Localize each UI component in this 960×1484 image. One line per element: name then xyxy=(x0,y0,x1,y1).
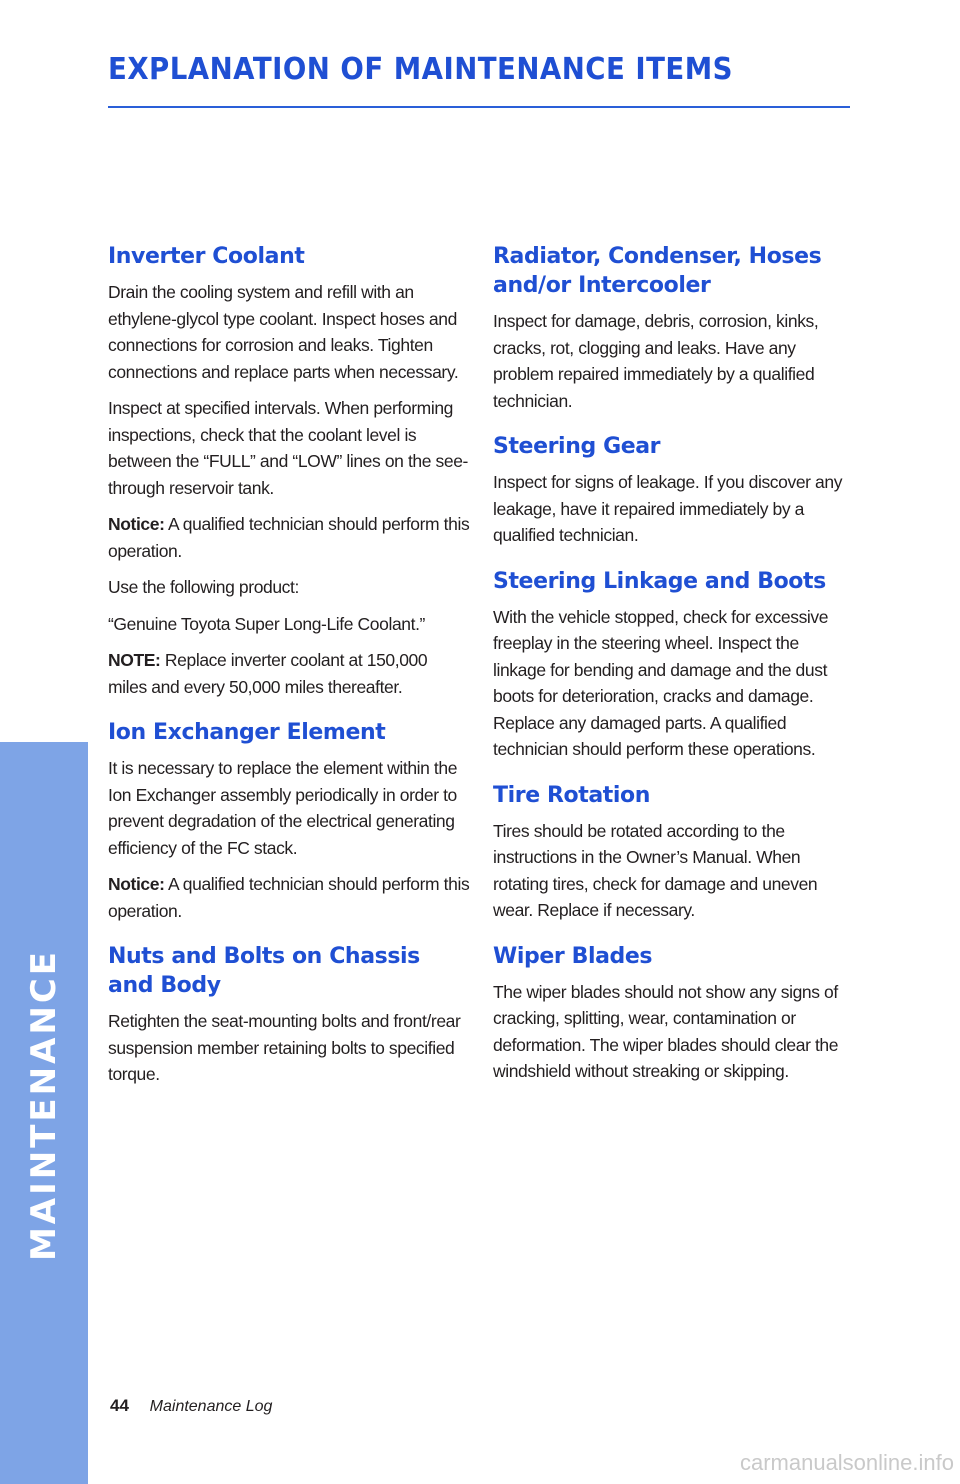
paragraph: The wiper blades should not show any signs of cracking, splitting, wear, contamination or deformation. The wiper blades should clear the windshield without streaking or skipping. xyxy=(493,981,839,1081)
paragraph: With the vehicle stopped, check for excessive freeplay in the steering wheel. Inspect the linkage for bending and damage and the dust boots for deterioration, cracks and damage. Replace any damaged parts. A qualified technician should perform these operations. xyxy=(493,606,829,759)
paragraph: “Genuine Toyota Super Long-Life Coolant.” xyxy=(108,613,425,634)
section-steering-gear xyxy=(493,432,845,549)
section-radiator xyxy=(493,242,845,414)
notice-text: A qualified technician should perform this operation. xyxy=(108,874,470,921)
section-heading: Steering Linkage and Boots xyxy=(493,568,826,594)
notice xyxy=(108,871,470,924)
section-ion-exchanger xyxy=(108,718,470,924)
section-heading xyxy=(108,942,470,1000)
paragraph: Inspect at specified intervals. When performing inspections, check that the coolant level is between the “FULL” and “LOW” lines on the see-through reservoir tank. xyxy=(108,398,468,498)
section-heading: Wiper Blades xyxy=(493,943,653,969)
section-heading: Tire Rotation xyxy=(493,782,651,808)
section-wiper-blades xyxy=(493,942,845,1085)
paragraph: Inspect for damage, debris, corrosion, kinks, cracks, rot, clogging and leaks. Have any problem repaired immediately by a qualified technician. xyxy=(493,311,819,411)
title-divider xyxy=(108,106,850,108)
paragraph: Tires should be rotated according to the instructions in the Owner’s Manual. When rotating tires, check for damage and uneven wear. Replace if necessary. xyxy=(493,820,818,920)
notice-label: Notice: xyxy=(108,514,165,534)
note-label: NOTE: xyxy=(108,650,161,670)
document-name: Maintenance Log xyxy=(149,1398,273,1415)
section-inverter-coolant xyxy=(108,242,470,700)
section-tire-rotation xyxy=(493,781,845,924)
page-title: EXPLANATION OF MAINTENANCE ITEMS xyxy=(108,52,733,87)
heading-line: and/or Intercooler xyxy=(493,273,711,298)
section-steering-linkage xyxy=(493,567,845,763)
page-footer xyxy=(110,1396,272,1416)
side-tab-label: MAINTENANCE xyxy=(24,948,64,1262)
paragraph: Retighten the seat-mounting bolts and front/rear suspension member retaining bolts to specified torque. xyxy=(108,1011,461,1084)
page-number: 44 xyxy=(110,1396,129,1415)
notice-text: A qualified technician should perform this operation. xyxy=(108,514,470,561)
section-heading: Inverter Coolant xyxy=(108,244,305,269)
heading-line: and Body xyxy=(108,973,221,998)
notice xyxy=(108,511,470,564)
watermark: carmanualsonline.info xyxy=(739,1450,954,1475)
right-column xyxy=(493,242,845,1103)
section-heading: Ion Exchanger Element xyxy=(108,720,386,745)
section-heading: Steering Gear xyxy=(493,434,661,459)
heading-line: Radiator, Condenser, Hoses xyxy=(493,244,822,269)
paragraph: Inspect for signs of leakage. If you discover any leakage, have it repaired immediately by a qualified technician. xyxy=(493,472,843,545)
left-column xyxy=(108,242,470,1106)
note-text: Replace inverter coolant at 150,000 miles and every 50,000 miles thereafter. xyxy=(108,650,428,697)
paragraph: Use the following product: xyxy=(108,577,299,597)
notice-label: Notice: xyxy=(108,874,165,894)
note xyxy=(108,647,470,700)
heading-line: Nuts and Bolts on Chassis xyxy=(108,944,420,969)
section-nuts-bolts xyxy=(108,942,470,1088)
paragraph: Drain the cooling system and refill with an ethylene-glycol type coolant. Inspect hoses and connections for corrosion and leaks. Tighten connections and replace parts when necessary. xyxy=(108,282,459,382)
paragraph: It is necessary to replace the element within the Ion Exchanger assembly periodically in order to prevent degradation of the electrical generating efficiency of the FC stack. xyxy=(108,758,458,858)
section-heading xyxy=(493,242,845,300)
